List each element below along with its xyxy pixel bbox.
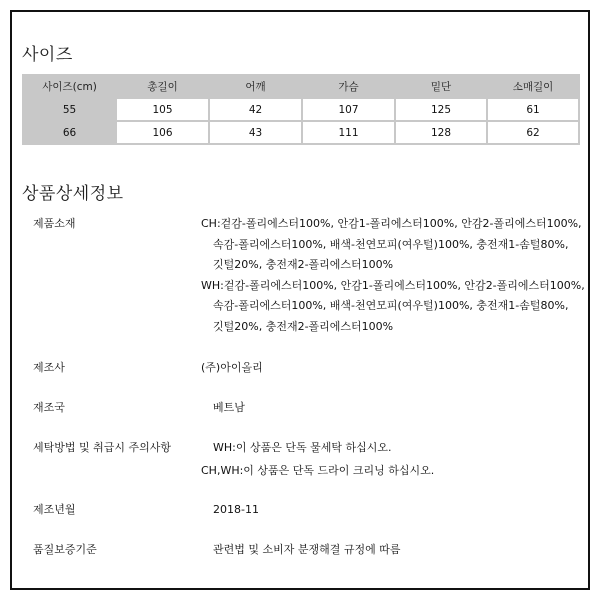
detail-line: 관련법 및 소비자 분쟁해결 규정에 따름 — [213, 543, 401, 556]
detail-value — [201, 500, 259, 521]
detail-label: 제품소재 — [33, 217, 76, 230]
detail-value — [201, 540, 401, 561]
detail-line: 2018-11 — [213, 503, 259, 516]
detail-line: 속감-폴리에스터100%, 배색-천연모피(여우털)100%, 충전재1-솜털80%, — [213, 299, 569, 312]
size-label-cell: 66 — [23, 121, 116, 144]
size-table — [22, 74, 580, 145]
size-value-cell: 125 — [395, 98, 487, 121]
detail-line: WH:겉감-폴리에스터100%, 안감1-폴리에스터100%, 안감2-폴리에스터100%, — [201, 278, 585, 292]
detail-label: 품질보증기준 — [33, 543, 97, 556]
detail-line: WH:이 상품은 단독 물세탁 하십시오. — [213, 441, 392, 454]
detail-label: 세탁방법 및 취급시 주의사항 — [33, 441, 172, 454]
size-value-cell: 61 — [487, 98, 579, 121]
table-row — [23, 98, 579, 121]
detail-value — [201, 358, 263, 379]
size-table-header: 가슴 — [302, 75, 395, 98]
size-value-cell: 62 — [487, 121, 579, 144]
size-value-cell: 111 — [302, 121, 395, 144]
size-table-header: 사이즈(cm) — [23, 75, 116, 98]
detail-line: 베트남 — [213, 401, 245, 414]
detail-label: 제조사 — [33, 361, 65, 374]
detail-value — [201, 438, 434, 481]
detail-label: 재조국 — [33, 401, 65, 414]
size-value-cell: 107 — [302, 98, 395, 121]
size-value-cell: 105 — [116, 98, 209, 121]
detail-line: 속감-폴리에스터100%, 배색-천연모피(여우털)100%, 충전재1-솜털80%, — [213, 237, 569, 251]
detail-value — [201, 398, 245, 419]
detail-label: 제조년월 — [33, 503, 76, 516]
detail-value — [201, 214, 585, 337]
size-value-cell: 128 — [395, 121, 487, 144]
size-table-header: 소매길이 — [487, 75, 579, 98]
detail-line: CH,WH:이 상품은 단독 드라이 크리닝 하십시오. — [201, 463, 435, 477]
size-table-header-row — [23, 75, 579, 98]
detail-line: 깃털20%, 충전재2-폴리에스터100% — [213, 258, 394, 271]
size-value-cell: 106 — [116, 121, 209, 144]
detail-section-title: 상품상세정보 — [22, 184, 124, 204]
size-section-title: 사이즈 — [22, 45, 73, 65]
size-value-cell: 43 — [209, 121, 302, 144]
size-table-header: 총길이 — [116, 75, 209, 98]
size-label-cell: 55 — [23, 98, 116, 121]
size-table-header: 밑단 — [395, 75, 487, 98]
size-value-cell: 42 — [209, 98, 302, 121]
detail-line: CH:겉감-폴리에스터100%, 안감1-폴리에스터100%, 안감2-폴리에스터100%, — [201, 217, 582, 230]
detail-line: (주)아이올리 — [201, 361, 263, 374]
size-table-header: 어깨 — [209, 75, 302, 98]
table-row — [23, 121, 579, 144]
detail-line: 깃털20%, 충전재2-폴리에스터100% — [213, 319, 394, 333]
